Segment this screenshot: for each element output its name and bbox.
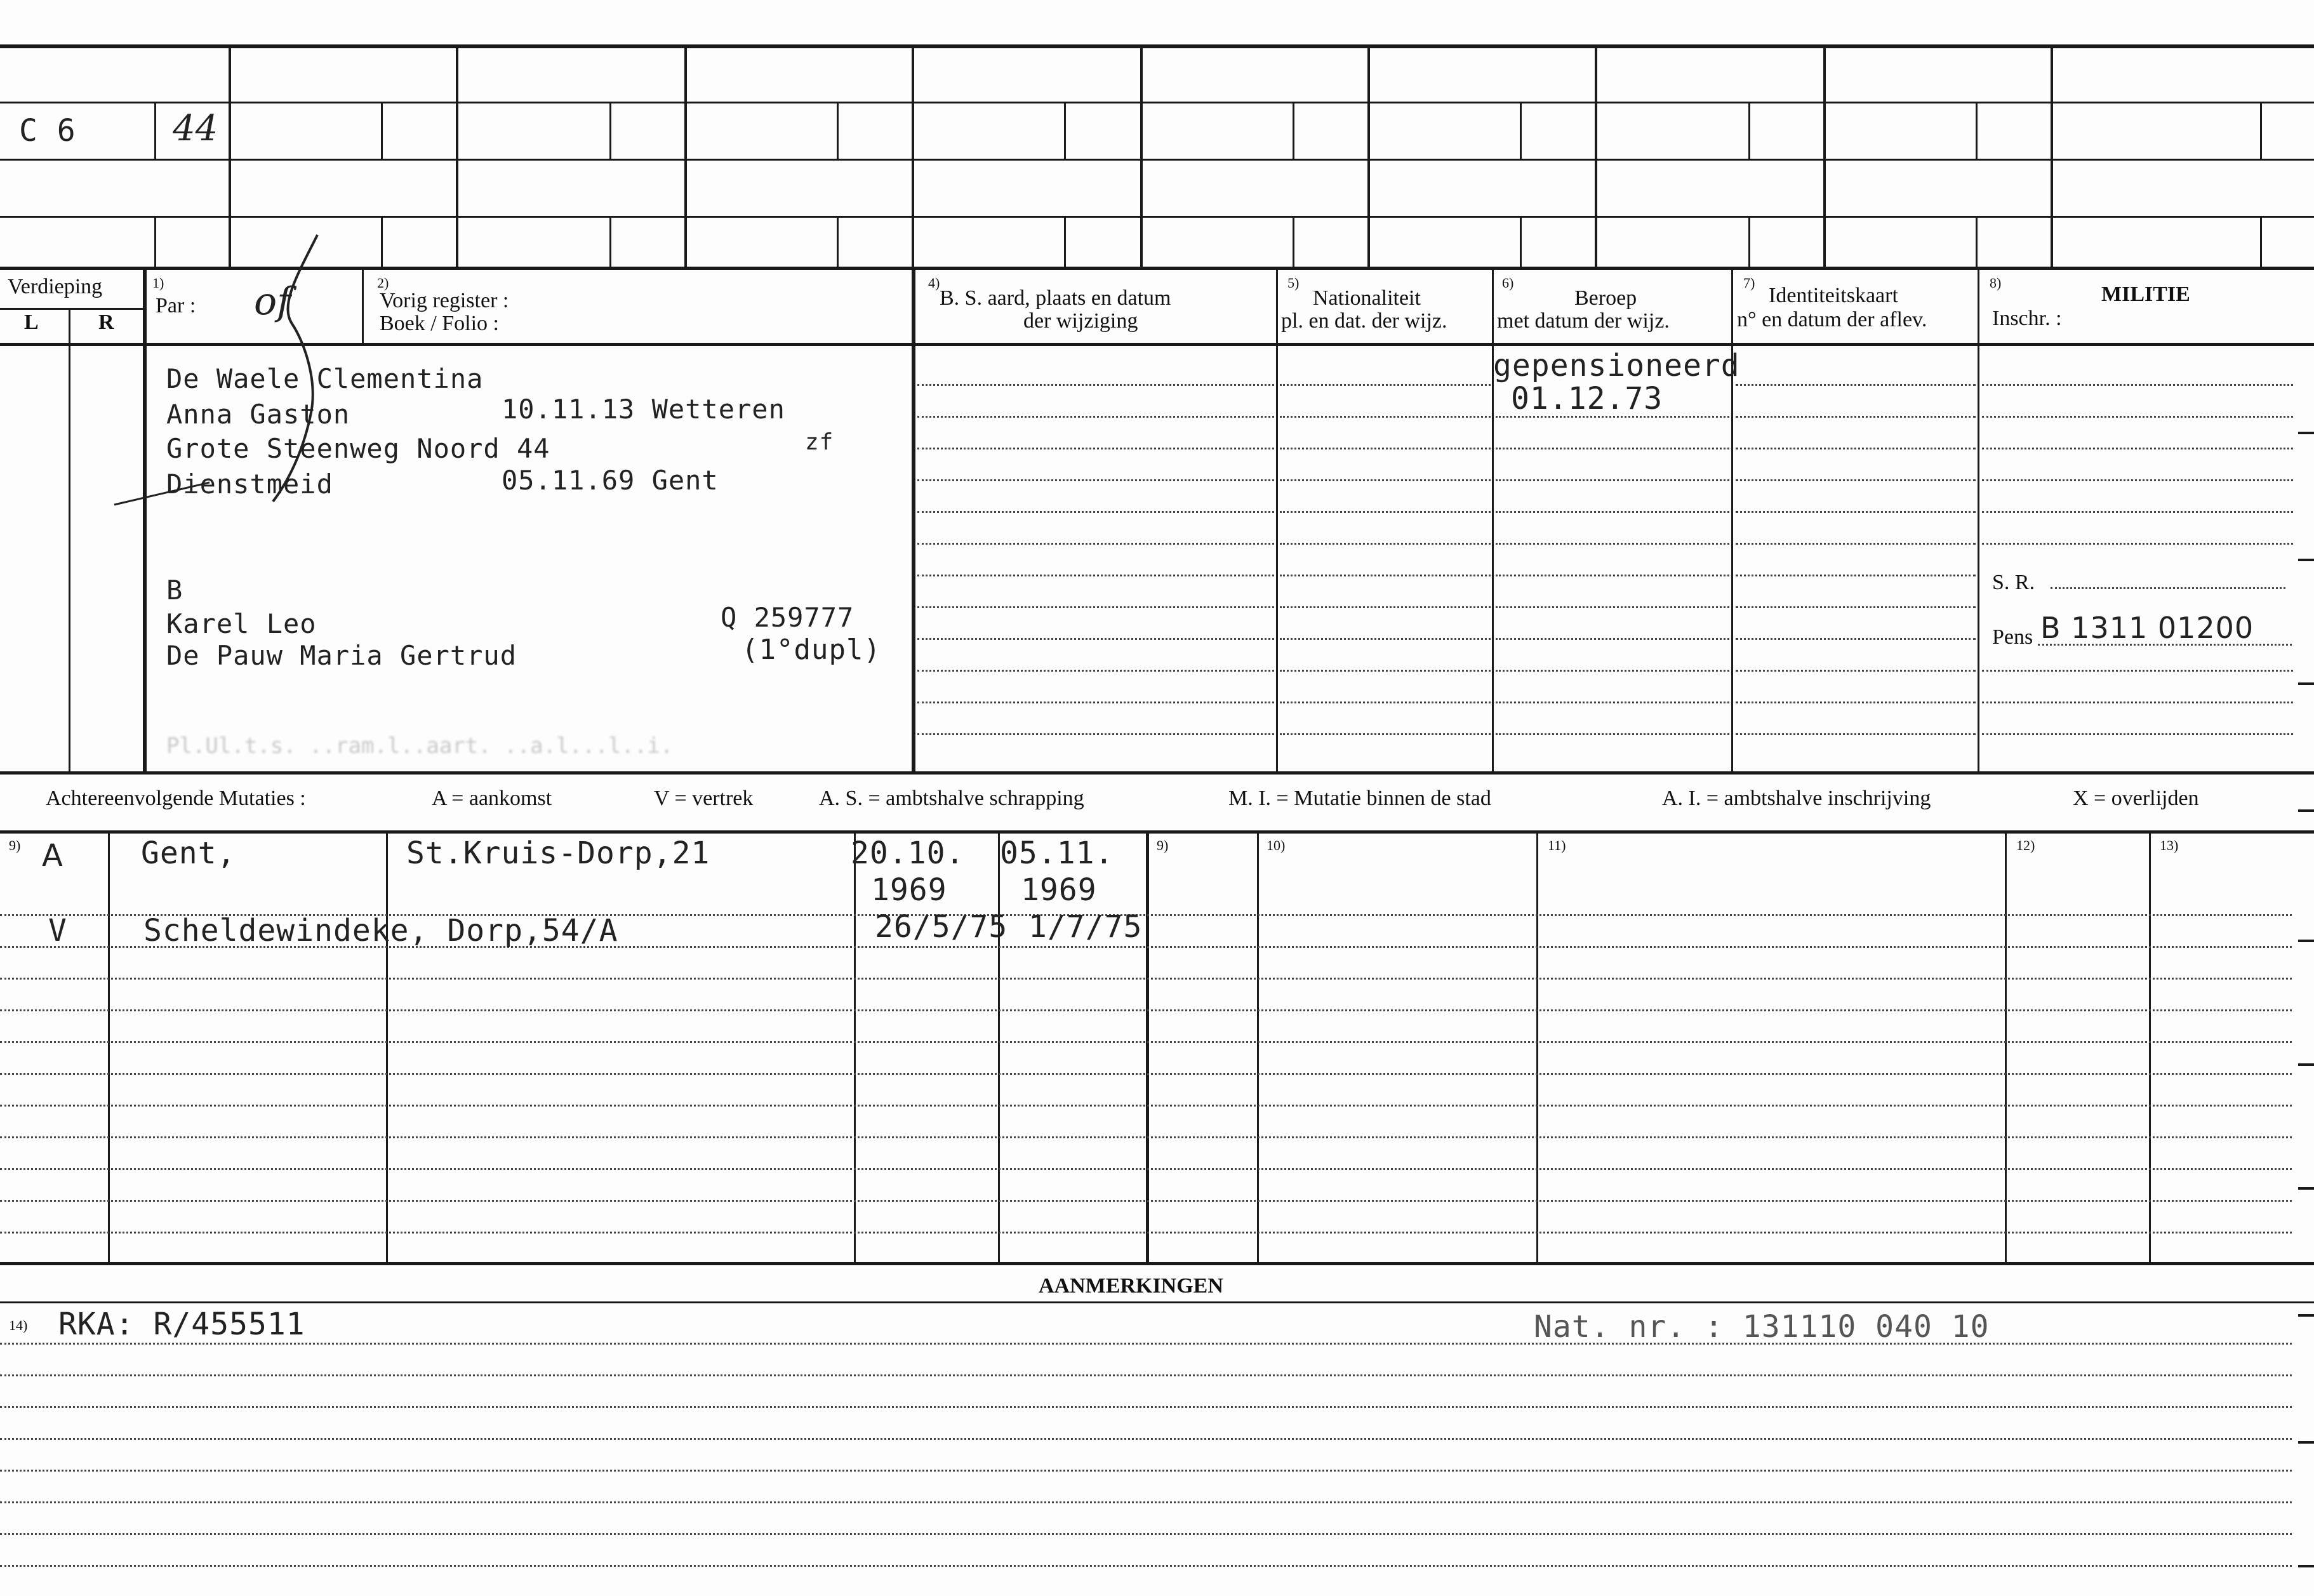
field-5-number: 5): [1287, 275, 1300, 291]
father-name: Karel Leo: [166, 608, 317, 639]
mutation-1-date1: 20.10.: [851, 835, 965, 871]
id-note: (1°dupl): [741, 634, 881, 666]
field-2-number: 2): [377, 275, 389, 291]
verdieping-label: Verdieping: [8, 275, 103, 298]
field-6-number: 6): [1502, 275, 1514, 291]
top-number: 44: [173, 108, 218, 149]
person-address-note: zf: [805, 429, 834, 455]
bs-header-line1: B. S. aard, plaats en datum: [940, 286, 1171, 310]
mutation-1-date1-year: 1969: [871, 872, 947, 908]
inschr-label: Inschr. :: [1992, 307, 2062, 330]
legend-a: A = aankomst: [432, 787, 552, 810]
field-4-number: 4): [928, 275, 940, 291]
mutation-1-place: Gent,: [141, 835, 236, 871]
annotation-strokes: [0, 0, 914, 775]
nat-header-line2: pl. en dat. der wijz.: [1281, 309, 1447, 333]
mutations-title: Achtereenvolgende Mutaties :: [46, 787, 306, 810]
pens-number: B 1311 01200: [2040, 611, 2254, 645]
mutation-2-place-street: Scheldewindeke, Dorp,54/A: [143, 913, 618, 948]
beroep-value: gepensioneerd: [1493, 348, 1740, 383]
beroep-date: 01.12.73: [1511, 381, 1663, 416]
bs-header-line2: der wijziging: [1023, 309, 1138, 333]
remarks-nat-nr: Nat. nr. : 131110 040 10: [1534, 1309, 1990, 1345]
nat-header-line1: Nationaliteit: [1313, 286, 1421, 310]
mutation-1-date2-year: 1969: [1021, 872, 1097, 908]
mutation-2-type: V: [48, 913, 67, 948]
col-9-number: 9): [9, 837, 21, 853]
beroep-header-line2: met datum der wijz.: [1497, 309, 1670, 333]
spouse-label: B: [166, 575, 183, 606]
mutation-1-date2: 05.11.: [1000, 835, 1114, 871]
col-12-number: 12): [2016, 837, 2035, 853]
col-13-number: 13): [2160, 837, 2179, 853]
beroep-header-line1: Beroep: [1574, 286, 1637, 310]
sr-label: S. R.: [1992, 571, 2035, 594]
remarks-number: 14): [9, 1317, 28, 1333]
floor-l-label: L: [24, 310, 39, 334]
person-occupation-date: 05.11.69 Gent: [502, 465, 719, 496]
mutation-1-type: A: [42, 838, 63, 874]
person-birth: 10.11.13 Wetteren: [502, 394, 785, 425]
col-9b-number: 9): [1157, 837, 1169, 853]
top-code: C 6: [19, 113, 76, 149]
col-10-number: 10): [1267, 837, 1286, 853]
mutation-1-street: St.Kruis-Dorp,21: [406, 835, 710, 871]
floor-r-label: R: [98, 310, 114, 334]
mutation-2-date2: 1/7/75: [1028, 909, 1143, 945]
faded-line: Pl.Ul.t.s. ..ram.l..aart. ..a.l...l..i.: [166, 733, 674, 759]
militie-label: MILITIE: [2101, 283, 2190, 306]
legend-x: X = overlijden: [2073, 787, 2199, 810]
boek-folio-label: Boek / Folio :: [380, 312, 499, 335]
person-address: Grote Steenweg Noord 44: [166, 433, 550, 464]
pens-label: Pens: [1992, 625, 2033, 649]
person-name: De Waele Clementina: [166, 363, 484, 394]
field-8-number: 8): [1990, 275, 2002, 291]
remarks-title: AANMERKINGEN: [1039, 1274, 1223, 1298]
mutation-2-date1: 26/5/75: [875, 909, 1008, 945]
vorig-register-label: Vorig register :: [380, 289, 509, 312]
legend-as: A. S. = ambtshalve schrapping: [819, 787, 1084, 810]
field-7-number: 7): [1743, 275, 1755, 291]
legend-ai: A. I. = ambtshalve inschrijving: [1662, 787, 1931, 810]
par-mark: of: [254, 279, 291, 324]
person-occupation: Dienstmeid: [166, 469, 333, 500]
person-first-names: Anna Gaston: [166, 399, 350, 430]
par-label: Par :: [156, 294, 196, 317]
id-header-line1: Identiteitskaart: [1769, 284, 1898, 307]
remarks-rka: RKA: R/455511: [58, 1307, 305, 1342]
col-11-number: 11): [1548, 837, 1566, 853]
id-header-line2: n° en datum der aflev.: [1737, 308, 1927, 331]
legend-mi: M. I. = Mutatie binnen de stad: [1228, 787, 1491, 810]
field-1-number: 1): [152, 275, 164, 291]
legend-v: V = vertrek: [654, 787, 754, 810]
id-number: Q 259777: [721, 602, 854, 633]
mother-name: De Pauw Maria Gertrud: [166, 640, 517, 671]
